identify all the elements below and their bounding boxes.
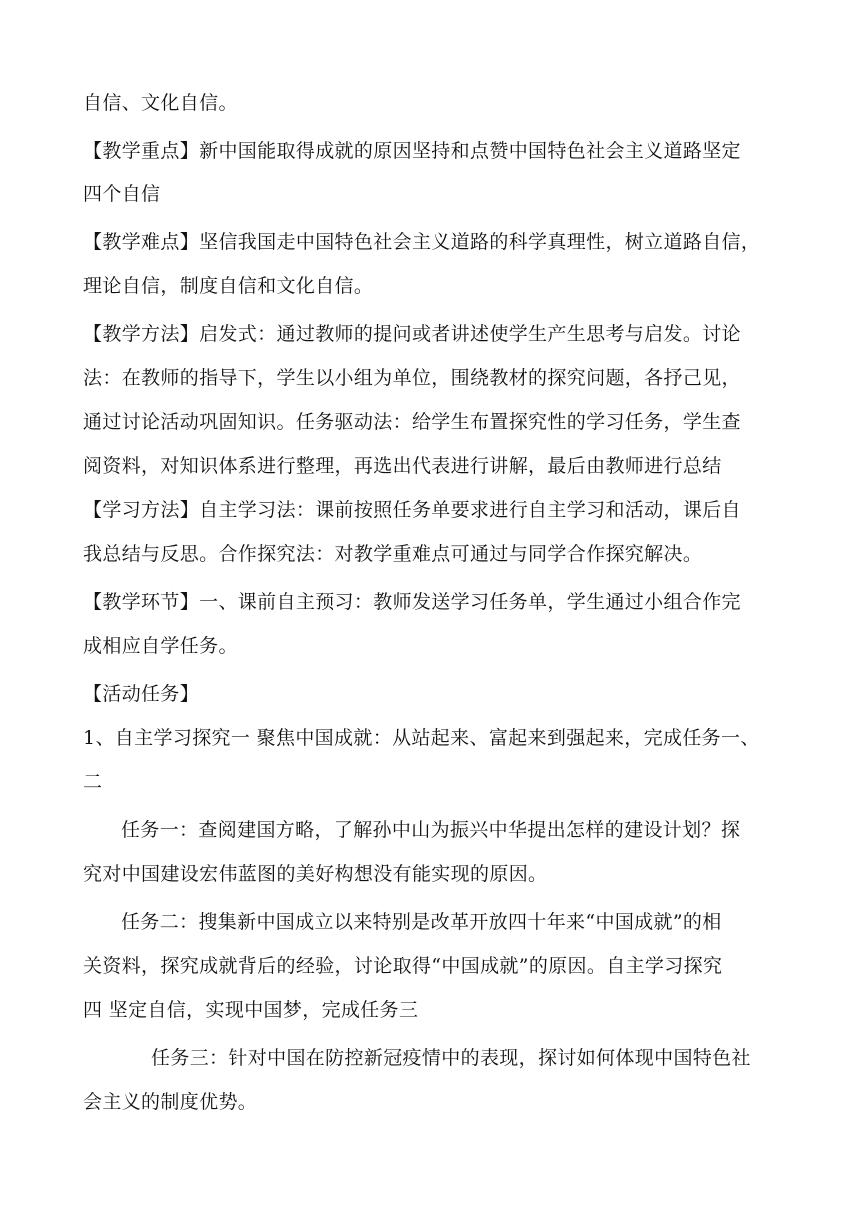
inquiry-one-line-2: 二 [83, 771, 103, 793]
inquiry-one-line-1: 1、自主学习探究一 聚焦中国成就：从站起来、富起来到强起来，完成任务一、 [83, 727, 760, 749]
activity-tasks-heading: 【活动任务】 [83, 683, 200, 705]
learning-methods-line-1: 【学习方法】自主学习法：课前按照任务单要求进行自主学习和活动，课后自 [83, 499, 741, 521]
methods-line-3: 通过讨论活动巩固知识。任务驱动法：给学生布置探究性的学习任务，学生查 [83, 411, 741, 433]
methods-line-1: 【教学方法】启发式：通过教师的提问或者讲述使学生产生思考与启发。讨论 [83, 323, 741, 345]
task-one-line-1: 任务一：查阅建国方略，了解孙中山为振兴中华提出怎样的建设计划？探 [121, 819, 741, 841]
difficulties-line-1: 【教学难点】坚信我国走中国特色社会主义道路的科学真理性，树立道路自信， [83, 231, 761, 253]
teaching-steps-line-2: 成相应自学任务。 [83, 635, 238, 657]
task-two-line-3: 四 坚定自信，实现中国梦，完成任务三 [83, 999, 419, 1021]
learning-methods-line-2: 我总结与反思。合作探究法：对教学重难点可通过与同学合作探究解决。 [83, 543, 703, 565]
methods-line-2: 法：在教师的指导下，学生以小组为单位，围绕教材的探究问题，各抒己见， [83, 367, 741, 389]
task-three-line-1: 任务三：针对中国在防控新冠疫情中的表现，探讨如何体现中国特色社 [151, 1047, 751, 1069]
task-one-line-2: 究对中国建设宏伟蓝图的美好构想没有能实现的原因。 [83, 863, 548, 885]
methods-line-4: 阅资料，对知识体系进行整理，再选出代表进行讲解，最后由教师进行总结 [83, 455, 722, 477]
teaching-steps-line-1: 【教学环节】一、课前自主预习：教师发送学习任务单，学生通过小组合作完 [83, 591, 741, 613]
key-points-line-2: 四个自信 [83, 183, 161, 205]
task-two-line-2: 关资料，探究成就背后的经验，讨论取得“中国成就”的原因。自主学习探究 [83, 955, 723, 977]
task-two-line-1: 任务二：搜集新中国成立以来特别是改革开放四十年来“中国成就”的相 [121, 911, 722, 933]
difficulties-line-2: 理论自信，制度自信和文化自信。 [83, 275, 374, 297]
key-points-line-1: 【教学重点】新中国能取得成就的原因坚持和点赞中国特色社会主义道路坚定 [83, 140, 741, 162]
task-three-line-2: 会主义的制度优势。 [83, 1091, 258, 1113]
text-line-1: 自信、文化自信。 [83, 92, 238, 114]
